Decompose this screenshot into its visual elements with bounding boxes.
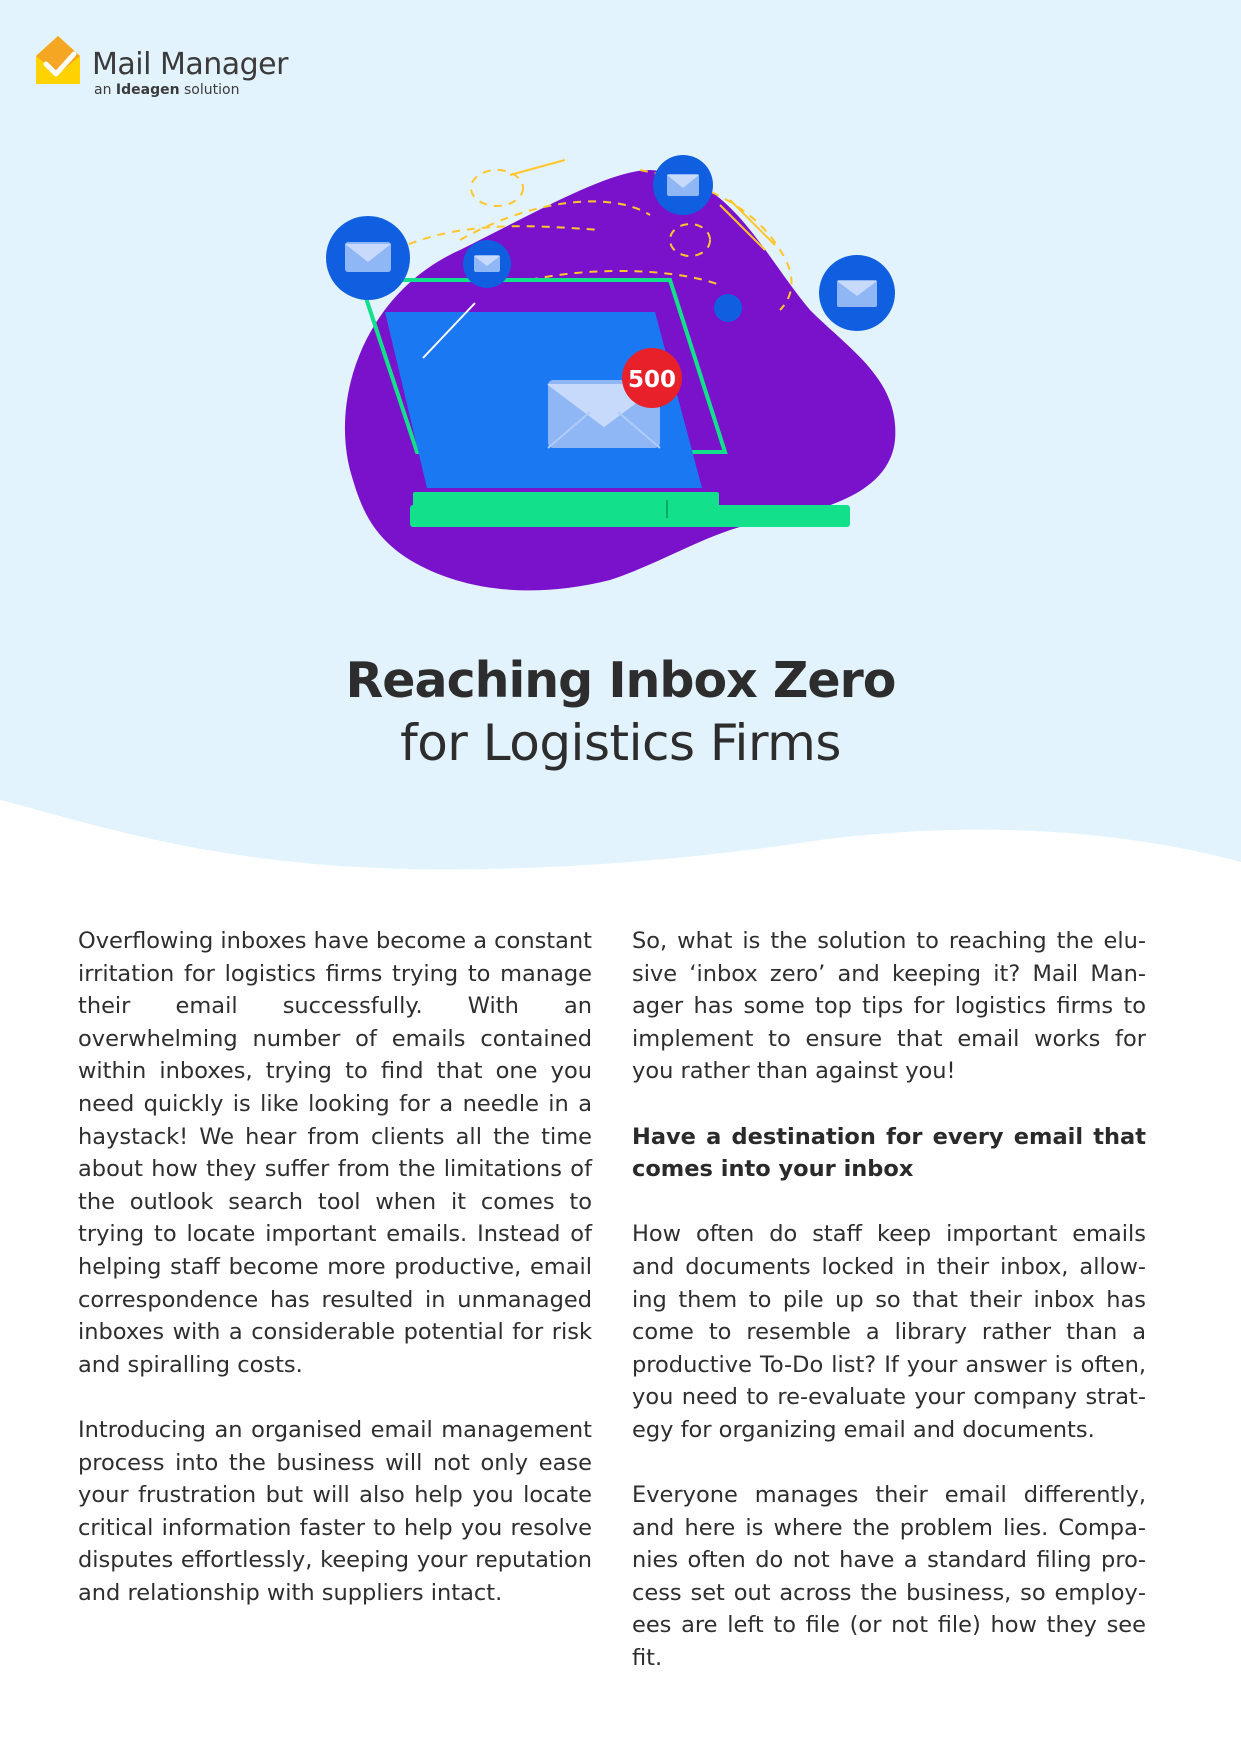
tagline-company: Ideagen (115, 82, 180, 98)
notification-badge-count: 500 (627, 367, 677, 393)
title-block (0, 650, 1241, 774)
page-subtitle: for Logistics Firms (400, 714, 841, 772)
brand-name: Mail Manager (92, 47, 288, 82)
envelope-bubble-icon (326, 216, 410, 300)
right-column (632, 925, 1146, 1707)
envelope-bubble-icon (463, 240, 511, 288)
envelope-bubble-icon (653, 155, 713, 215)
logo-text (92, 48, 352, 98)
left-column (78, 925, 592, 1642)
paragraph: Overflowing inboxes have become a constant irritation for logistics firms trying to manage their email successfully. With an overwhelming number of emails contained within inboxes, trying to find that one you need quickly is like looking for a needle in a haystack! We hear from clients all the time about how they suffer from the limitations of the outlook search tool when it comes to trying to locate important emails. Instead of helping staff become more productive, email correspondence has resulted in unmanaged inboxes with a considerable potential for risk and spiralling costs. (78, 928, 592, 1378)
section-heading: Have a destination for every email that comes into your inbox (632, 1123, 1146, 1183)
tagline-suffix: solution (179, 82, 240, 98)
paragraph: Introducing an organised email management process into the business will not only ease your frustration but will also help you locate critical information faster to help you resolve disputes effortlessly, keeping your reputation and relationship with suppliers intact. (78, 1416, 592, 1606)
envelope-bubble-icon (819, 255, 895, 331)
mail-manager-logo-icon (34, 34, 84, 88)
tagline-prefix: an (94, 82, 116, 98)
paragraph: Everyone manages their email differently, and here is where the problem lies. Companies often do not have a standard filing process set out across the business, so employees are left to file (or not file) how they see fit. (632, 1482, 1146, 1672)
paragraph: How often do staff keep important emails and documents locked in their inbox, allowing them to pile up so that their inbox has come to resemble a library rather than a productive To-Do list? If your answer is often, you need to re-evaluate your company strategy for organizing email and documents. (632, 1221, 1146, 1443)
paragraph: So, what is the solution to reaching the elusive ‘inbox zero’ and keeping it? Mail Manager has some top tips for logistics firms to implement to ensure that email works for you rather than against you! (632, 928, 1146, 1085)
brand-tagline (94, 82, 352, 98)
inbox-illustration (310, 140, 930, 600)
page-title: Reaching Inbox Zero (345, 652, 896, 709)
